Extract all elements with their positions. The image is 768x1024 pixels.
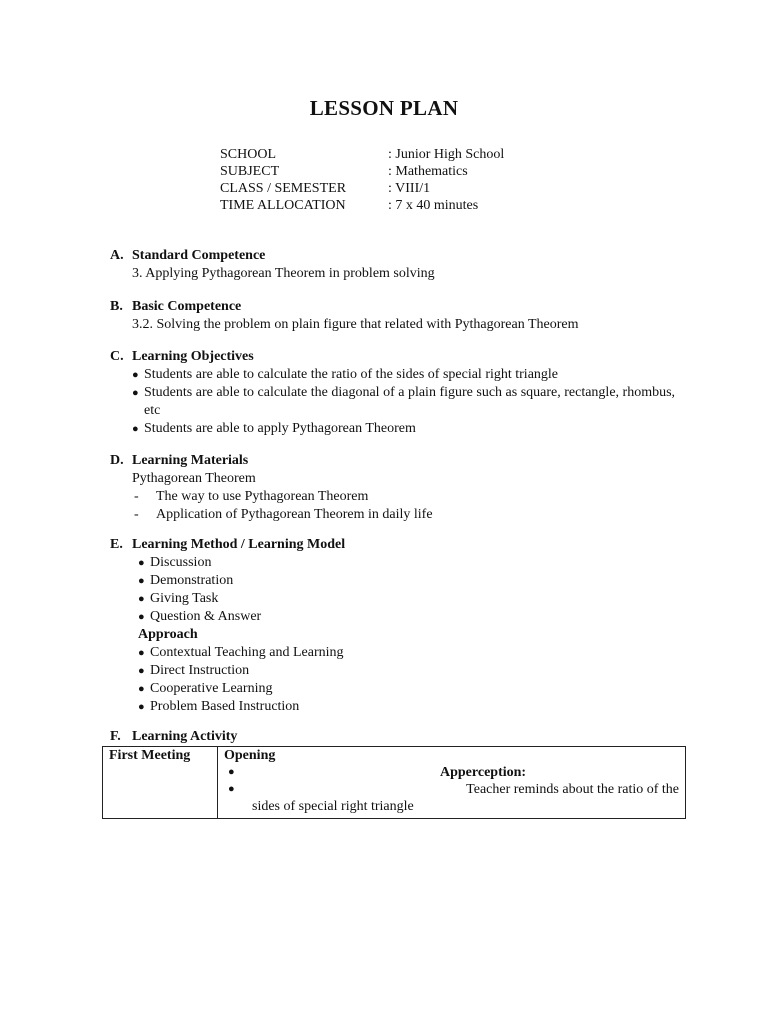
meeting-cell: First Meeting bbox=[103, 747, 218, 819]
section-heading bbox=[110, 298, 690, 316]
section-heading bbox=[110, 452, 690, 470]
info-value: : 7 x 40 minutes bbox=[388, 198, 479, 213]
section-letter: D. bbox=[110, 453, 124, 468]
bullet-icon: ● bbox=[132, 423, 139, 435]
section-learning-activity bbox=[110, 728, 690, 746]
bullet-icon: ● bbox=[138, 701, 145, 713]
bullet-icon: ● bbox=[132, 387, 139, 399]
list-item bbox=[110, 608, 690, 626]
bullet-icon: ● bbox=[138, 683, 145, 695]
info-label: SUBJECT bbox=[220, 164, 280, 179]
section-title: Learning Activity bbox=[132, 729, 238, 744]
approach-label: Approach bbox=[138, 627, 198, 642]
info-row-subject bbox=[220, 163, 504, 180]
activity-table bbox=[102, 746, 686, 819]
info-row-time bbox=[220, 197, 504, 214]
info-value: : Mathematics bbox=[388, 164, 468, 179]
table-row bbox=[103, 747, 686, 819]
bullet-icon: ● bbox=[138, 593, 145, 605]
list-item-text: Application of Pythagorean Theorem in daily life bbox=[156, 507, 433, 522]
bullet-icon: ● bbox=[138, 557, 145, 569]
list-item bbox=[110, 662, 690, 680]
list-item bbox=[110, 488, 690, 506]
list-item-text: Question & Answer bbox=[150, 609, 262, 624]
bullet-icon: ● bbox=[132, 369, 139, 381]
section-text: 3.2. Solving the problem on plain figure that related with Pythagorean Theorem bbox=[132, 317, 579, 332]
list-item bbox=[110, 680, 690, 698]
section-title: Basic Competence bbox=[132, 299, 242, 314]
bullet-icon: ● bbox=[138, 575, 145, 587]
section-letter: A. bbox=[110, 248, 124, 263]
list-item bbox=[110, 506, 690, 524]
document-title: LESSON PLAN bbox=[309, 96, 459, 120]
section-learning-materials bbox=[110, 452, 690, 524]
section-title: Learning Materials bbox=[132, 453, 249, 468]
activity-text-continued: sides of special right triangle bbox=[252, 799, 414, 814]
section-basic-competence bbox=[110, 298, 690, 334]
phase-heading: Opening bbox=[224, 748, 276, 763]
bullet-icon: ● bbox=[138, 611, 145, 623]
section-letter: C. bbox=[110, 349, 124, 364]
info-row-class bbox=[220, 180, 504, 197]
list-item-text: Demonstration bbox=[150, 573, 234, 588]
section-learning-method bbox=[110, 536, 690, 716]
list-item-text: Students are able to calculate the ratio of the sides of special right triangle bbox=[144, 367, 559, 382]
list-item-text: Contextual Teaching and Learning bbox=[150, 645, 344, 660]
bullet-icon: ● bbox=[138, 665, 145, 677]
list-item bbox=[110, 366, 690, 384]
list-item bbox=[110, 554, 690, 572]
section-letter: E. bbox=[110, 537, 123, 552]
list-item-text: Problem Based Instruction bbox=[150, 699, 300, 714]
list-item bbox=[110, 420, 690, 438]
info-row-school bbox=[220, 146, 504, 163]
section-title: Learning Objectives bbox=[132, 349, 254, 364]
list-item bbox=[110, 644, 690, 662]
section-heading bbox=[110, 536, 690, 554]
list-item bbox=[110, 384, 690, 420]
info-label: SCHOOL bbox=[220, 147, 277, 162]
dash-marker: - bbox=[134, 489, 139, 504]
activity-line bbox=[224, 764, 679, 781]
list-item-text: Students are able to apply Pythagorean Theorem bbox=[144, 421, 416, 436]
section-title: Standard Competence bbox=[132, 248, 266, 263]
bullet-icon: ● bbox=[138, 647, 145, 659]
apperception-heading: Apperception: bbox=[440, 765, 527, 780]
section-title: Learning Method / Learning Model bbox=[132, 537, 346, 552]
info-block bbox=[220, 146, 504, 214]
section-heading bbox=[110, 348, 690, 366]
list-item bbox=[110, 590, 690, 608]
info-value: : Junior High School bbox=[388, 147, 505, 162]
section-learning-objectives bbox=[110, 348, 690, 438]
info-label: TIME ALLOCATION bbox=[220, 198, 346, 213]
info-label: CLASS / SEMESTER bbox=[220, 181, 347, 196]
section-text: 3. Applying Pythagorean Theorem in problem solving bbox=[132, 266, 435, 281]
section-heading bbox=[110, 728, 690, 746]
activity-line bbox=[224, 781, 679, 798]
list-item-text: The way to use Pythagorean Theorem bbox=[156, 489, 369, 504]
bullet-icon: ● bbox=[228, 783, 235, 795]
activity-text: Teacher reminds about the ratio of the bbox=[466, 782, 679, 797]
info-value: : VIII/1 bbox=[388, 181, 431, 196]
list-item-text: Cooperative Learning bbox=[150, 681, 273, 696]
list-item bbox=[110, 698, 690, 716]
section-letter: B. bbox=[110, 299, 123, 314]
dash-marker: - bbox=[134, 507, 139, 522]
activity-cell bbox=[218, 747, 686, 819]
list-item-text: Discussion bbox=[150, 555, 212, 570]
bullet-icon: ● bbox=[228, 766, 235, 778]
list-item-text: Direct Instruction bbox=[150, 663, 250, 678]
section-letter: F. bbox=[110, 729, 121, 744]
list-item-text: Giving Task bbox=[150, 591, 219, 606]
section-standard-competence bbox=[110, 247, 690, 283]
section-subtitle: Pythagorean Theorem bbox=[132, 471, 256, 486]
list-item bbox=[110, 572, 690, 590]
section-heading bbox=[110, 247, 690, 265]
list-item-text: Students are able to calculate the diagonal of a plain figure such as square, rectangle, rhombus, etc bbox=[144, 385, 676, 418]
